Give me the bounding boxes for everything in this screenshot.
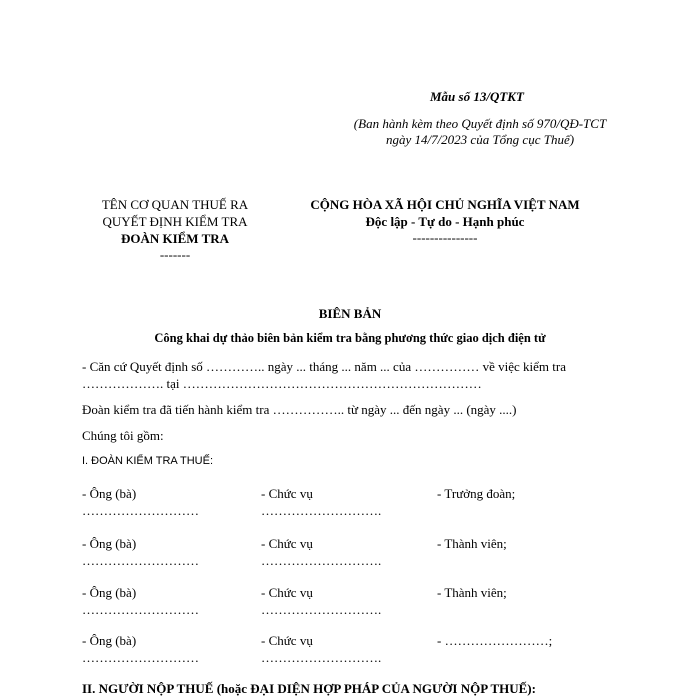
member-role: - ……………………; [437, 633, 553, 648]
member-name-dots: ……………………… [82, 553, 199, 568]
member-name-dots: ……………………… [82, 503, 199, 518]
member-name-label: - Ông (bà) [82, 633, 137, 648]
issue-note-line1: (Ban hành kèm theo Quyết định số 970/QĐ-TCT [353, 116, 607, 131]
member-position-label: - Chức vụ [261, 536, 313, 551]
form-code: Mẫu số 13/QTKT [430, 89, 524, 104]
member-name-label: - Ông (bà) [82, 585, 137, 600]
member-position-dots: ………………………. [261, 602, 382, 617]
national-motto: Độc lập - Tự do - Hạnh phúc [365, 214, 525, 229]
authority-line2: QUYẾT ĐỊNH KIỂM TRA [102, 214, 248, 229]
member-role: - Thành viên; [437, 585, 507, 600]
section-taxpayer: II. NGƯỜI NỘP THUẾ (hoặc ĐẠI DIỆN HỢP PHÁP CỦA NGƯỜI NỘP THUẾ): [82, 681, 536, 696]
member-name-label: - Ông (bà) [82, 486, 137, 501]
member-position-dots: ………………………. [261, 553, 382, 568]
member-position-label: - Chức vụ [261, 633, 313, 648]
member-position-label: - Chức vụ [261, 585, 313, 600]
inspection-period-line: Đoàn kiểm tra đã tiến hành kiểm tra …………….. từ ngày ... đến ngày ... (ngày ....) [82, 402, 517, 417]
inspection-team-heading: ĐOÀN KIỂM TRA [120, 231, 230, 246]
members-intro: Chúng tôi gồm: [82, 428, 164, 443]
authority-line1: TÊN CƠ QUAN THUẾ RA [101, 197, 249, 212]
motto-dashes: --------------- [412, 230, 478, 245]
issue-note-line2: ngày 14/7/2023 của Tổng cục Thuế) [385, 132, 575, 147]
member-name-dots: ……………………… [82, 602, 199, 617]
document-subtitle: Công khai dự thảo biên bản kiểm tra bằng phương thức giao dịch điện tử [154, 331, 546, 345]
basis-line-1: - Căn cứ Quyết định số ………….. ngày ... tháng ... năm ... của …………… về việc kiểm tra [82, 359, 566, 374]
member-position-dots: ………………………. [261, 650, 382, 665]
member-position-label: - Chức vụ [261, 486, 313, 501]
section-inspection-team: I. ĐOÀN KIỂM TRA THUẾ: [82, 455, 214, 467]
authority-dashes: ------- [159, 247, 191, 262]
member-position-dots: ………………………. [261, 503, 382, 518]
member-name-label: - Ông (bà) [82, 536, 137, 551]
basis-line-2: ………………. tại …………………………………………………………… [82, 376, 482, 391]
member-role: - Trưởng đoàn; [437, 486, 516, 501]
national-title: CỘNG HÒA XÃ HỘI CHỦ NGHĨA VIỆT NAM [310, 197, 580, 212]
member-name-dots: ……………………… [82, 650, 199, 665]
member-role: - Thành viên; [437, 536, 507, 551]
document-title: BIÊN BẢN [318, 306, 382, 321]
